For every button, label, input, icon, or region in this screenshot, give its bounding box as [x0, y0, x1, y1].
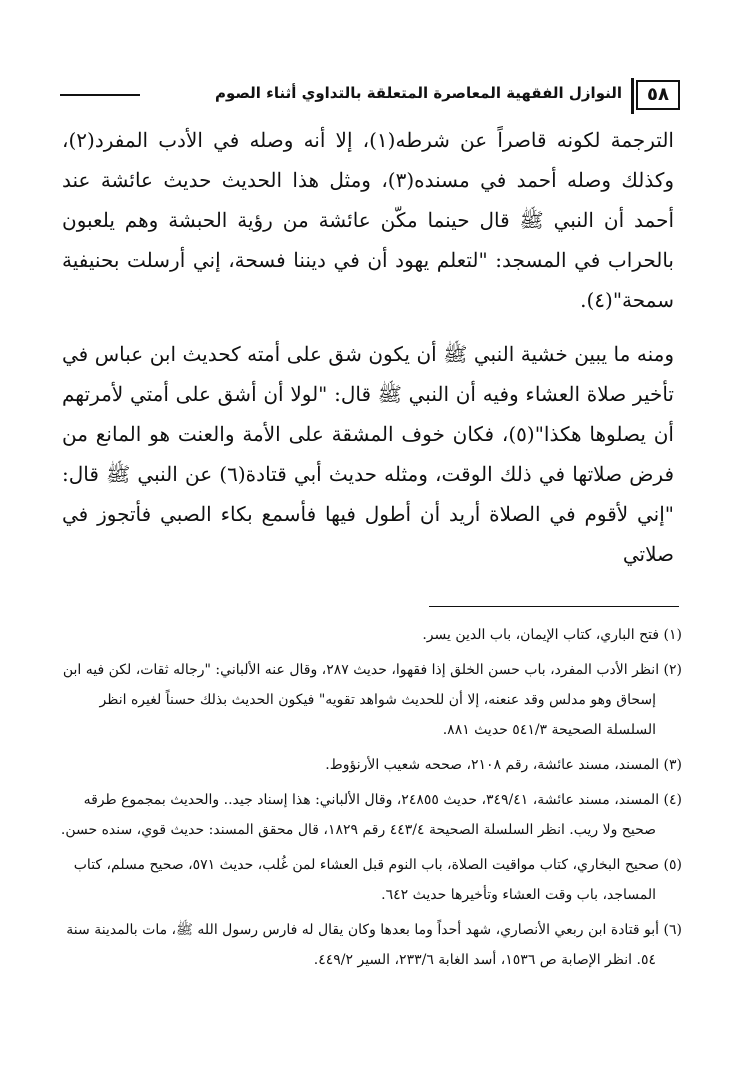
page-number: ٥٨	[636, 80, 680, 110]
paragraph: الترجمة لكونه قاصراً عن شرطه(١)، إلا أنه وصله في الأدب المفرد(٢)، وكذلك وصله أحمد في مسنده(٣)، ومثل هذا الحديث حديث عائشة عند أحمد أن النبي ﷺ قال حينما مكّن عائشة من رؤية الحبشة وهم يلعبون بالحراب في المسجد: "لتعلم يهود أن في ديننا فسحة، إني أرسلت بحنيفية سمحة"(٤).	[62, 128, 674, 312]
footnotes	[50, 620, 682, 980]
footnote: (٣) المسند، مسند عائشة، رقم ٢١٠٨، صححه شعيب الأرنؤوط.	[325, 757, 682, 773]
footnote: (١) فتح الباري، كتاب الإيمان، باب الدين يسر.	[422, 627, 682, 643]
footnote: (٢) انظر الأدب المفرد، باب حسن الخلق إذا فقهوا، حديث ٢٨٧، وقال عنه الألباني: "رجاله ثقات، لكن فيه ابن إسحاق وهو مدلس وقد عنعنه، إلا أن للحديث شواهد تقويه" فيكون الحديث بذلك حسناً لغيره انظر السلسلة الصحيحة ٥٤١/٣ حديث ٨٨١.	[62, 662, 682, 738]
paragraph: ومنه ما يبين خشية النبي ﷺ أن يكون شق على أمته كحديث ابن عباس في تأخير صلاة العشاء وفيه أن النبي ﷺ قال: "لولا أن أشق على أمتي لأمرتهم أن يصلوها هكذا"(٥)، فكان خوف المشقة على الأمة والعنت هو المانع من فرض صلاتها في ذلك الوقت، ومثله حديث أبي قتادة(٦) عن النبي ﷺ قال: "إني لأقوم في الصلاة أريد أن أطول فيها فأسمع بكاء الصبي فأتجوز في صلاتي	[62, 342, 675, 566]
footnote-separator	[429, 606, 679, 607]
main-text	[62, 120, 674, 574]
footnote: (٤) المسند، مسند عائشة، ٣٤٩/٤١، حديث ٢٤٨٥٥، وقال الألباني: هذا إسناد جيد.. والحديث بمجموع طرقه صحيح ولا ريب. انظر السلسلة الصحيحة ٤٤٣/٤ رقم ١٨٢٩، قال محقق المسند: حديث قوي، سنده حسن.	[60, 792, 682, 838]
running-title: النوازل الفقهية المعاصرة المتعلقة بالتداوي أثناء الصوم	[214, 84, 622, 102]
running-header	[60, 78, 680, 118]
footnote: (٥) صحيح البخاري، كتاب مواقيت الصلاة، باب النوم قبل العشاء لمن غُلب، حديث ٥٧١، صحيح مسلم، كتاب المساجد، باب وقت العشاء وتأخيرها حديث ٦٤٢.	[73, 857, 682, 903]
header-rule	[60, 94, 140, 96]
footnote: (٦) أبو قتادة ابن ربعي الأنصاري، شهد أحداً وما بعدها وكان يقال له فارس رسول الله ﷺ، مات بالمدينة سنة ٥٤. انظر الإصابة ص ١٥٣٦، أسد الغابة ٢٣٣/٦، السير ٤٤٩/٢.	[66, 922, 682, 968]
